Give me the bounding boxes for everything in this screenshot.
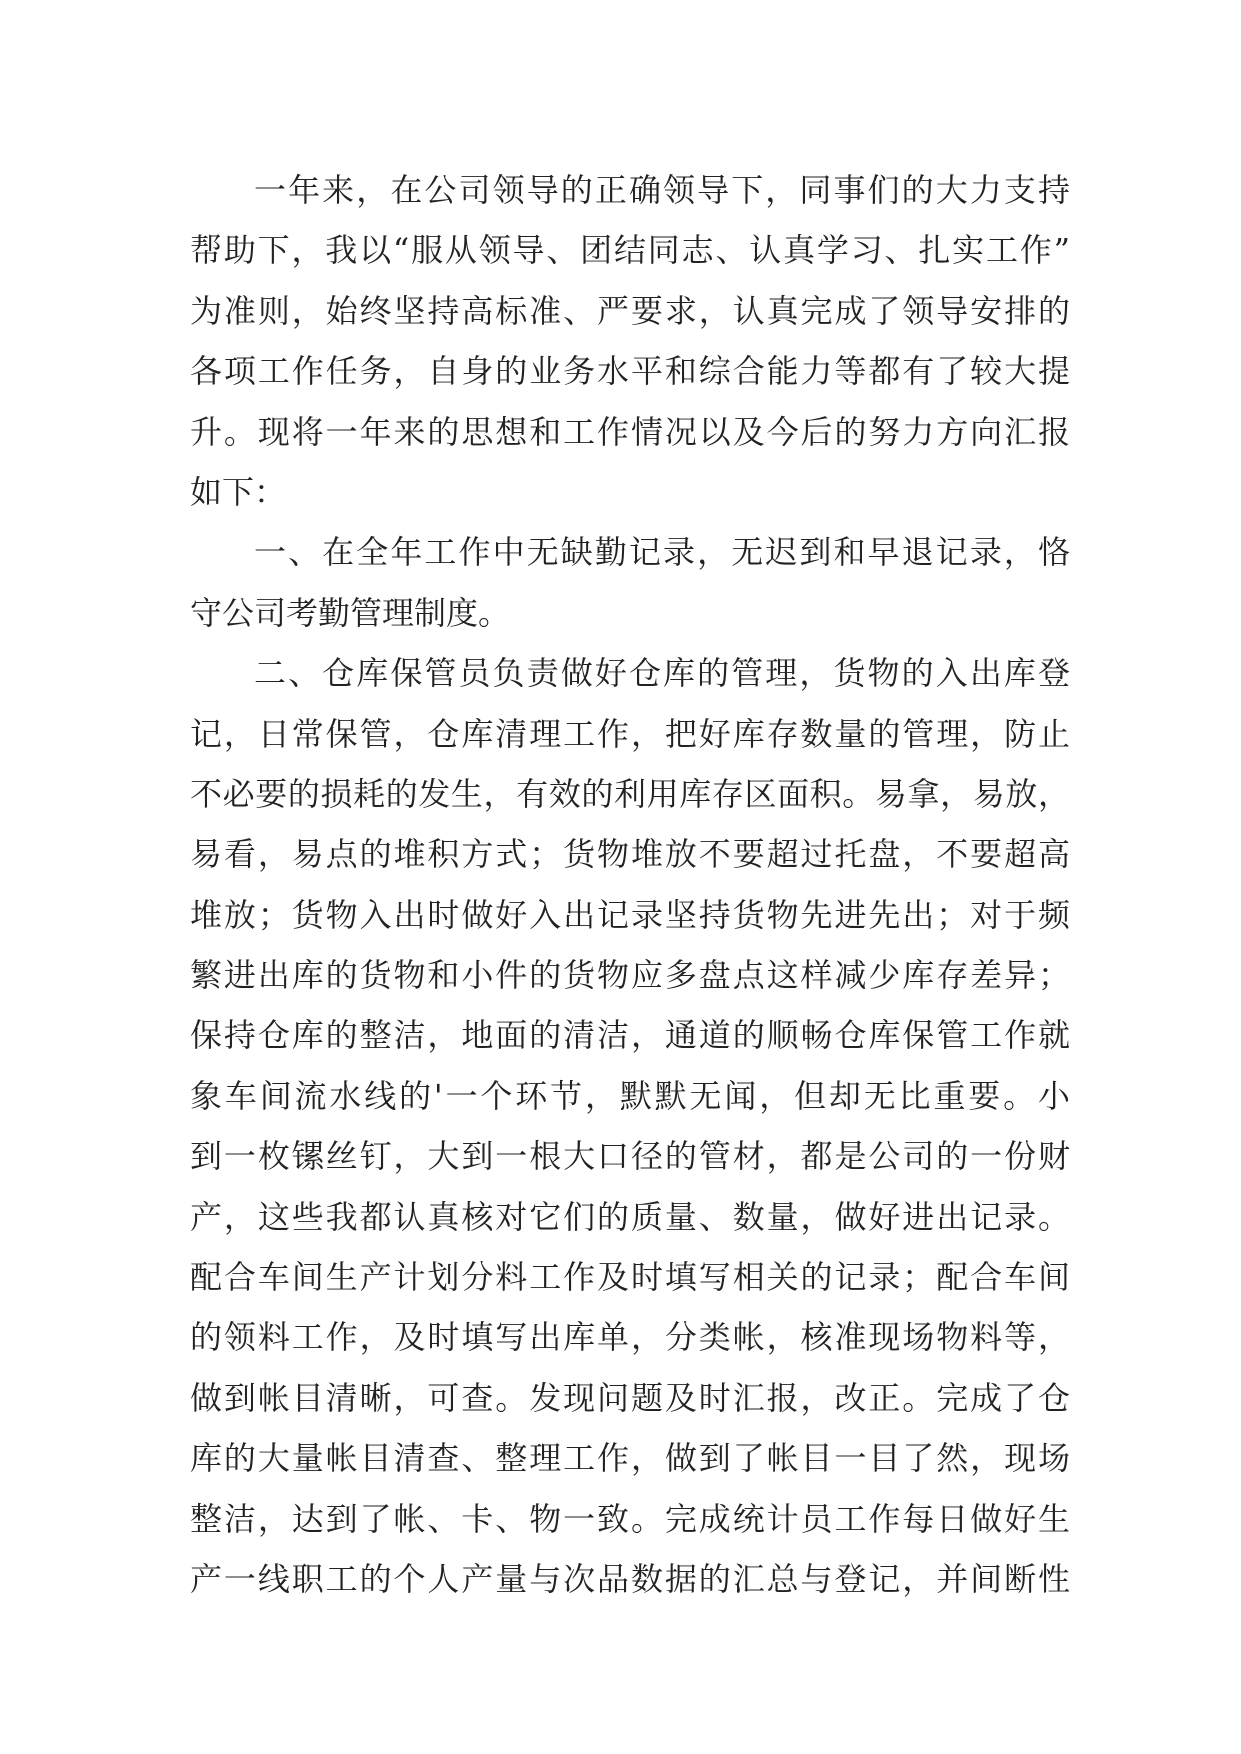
paragraph-3-line-10: 产，这些我都认真核对它们的质量、数量，做好进出记录。 (190, 1197, 1070, 1236)
paragraph-3-line-13: 做到帐目清晰，可查。发现问题及时汇报，改正。完成了仓 (190, 1378, 1070, 1417)
paragraph-3-line-7: 保持仓库的整洁，地面的清洁，通道的顺畅仓库保管工作就 (190, 1016, 1070, 1055)
paragraph-1-line-2: 帮助下，我以“服从领导、团结同志、认真学习、扎实工作” (190, 231, 1070, 270)
paragraph-3-line-12: 的领料工作，及时填写出库单，分类帐，核准现场物料等， (190, 1318, 1070, 1357)
paragraph-2-line-2: 守公司考勤管理制度。 (190, 593, 511, 632)
paragraph-2-line-1: 一、在全年工作中无缺勤记录，无迟到和早退记录，恪 (254, 533, 1070, 572)
paragraph-3-line-1: 二、仓库保管员负责做好仓库的管理，货物的入出库登 (254, 654, 1070, 693)
paragraph-3-line-6: 繁进出库的货物和小件的货物应多盘点这样减少库存差异； (190, 956, 1070, 995)
paragraph-3-line-2: 记，日常保管，仓库清理工作，把好库存数量的管理，防止 (190, 714, 1070, 753)
paragraph-1-line-6: 如下： (190, 472, 287, 511)
paragraph-3-line-8: 象车间流水线的'一个环节，默默无闻，但却无比重要。小 (190, 1076, 1070, 1115)
paragraph-3-line-9: 到一枚镙丝钉，大到一根大口径的管材，都是公司的一份财 (190, 1137, 1070, 1176)
document-body (190, 160, 1070, 1609)
paragraph-1-line-3: 为准则，始终坚持高标准、严要求，认真完成了领导安排的 (190, 291, 1070, 330)
paragraph-3-line-16: 产一线职工的个人产量与次品数据的汇总与登记，并间断性 (190, 1559, 1070, 1598)
paragraph-3-line-14: 库的大量帐目清查、整理工作，做到了帐目一目了然，现场 (190, 1439, 1070, 1478)
paragraph-1-line-5: 升。现将一年来的思想和工作情况以及今后的努力方向汇报 (190, 412, 1070, 451)
paragraph-1-line-1: 一年来，在公司领导的正确领导下，同事们的大力支持 (254, 171, 1070, 209)
paragraph-3-line-5: 堆放；货物入出时做好入出记录坚持货物先进先出；对于频 (190, 895, 1070, 934)
paragraph-1-line-4: 各项工作任务，自身的业务水平和综合能力等都有了较大提 (190, 352, 1070, 391)
paragraph-3-line-4: 易看，易点的堆积方式；货物堆放不要超过托盘，不要超高 (190, 835, 1070, 874)
paragraph-3-line-3: 不必要的损耗的发生，有效的利用库存区面积。易拿，易放， (190, 774, 1070, 813)
paragraph-3-line-11: 配合车间生产计划分料工作及时填写相关的记录；配合车间 (190, 1258, 1070, 1297)
paragraph-3-line-15: 整洁，达到了帐、卡、物一致。完成统计员工作每日做好生 (190, 1499, 1070, 1538)
